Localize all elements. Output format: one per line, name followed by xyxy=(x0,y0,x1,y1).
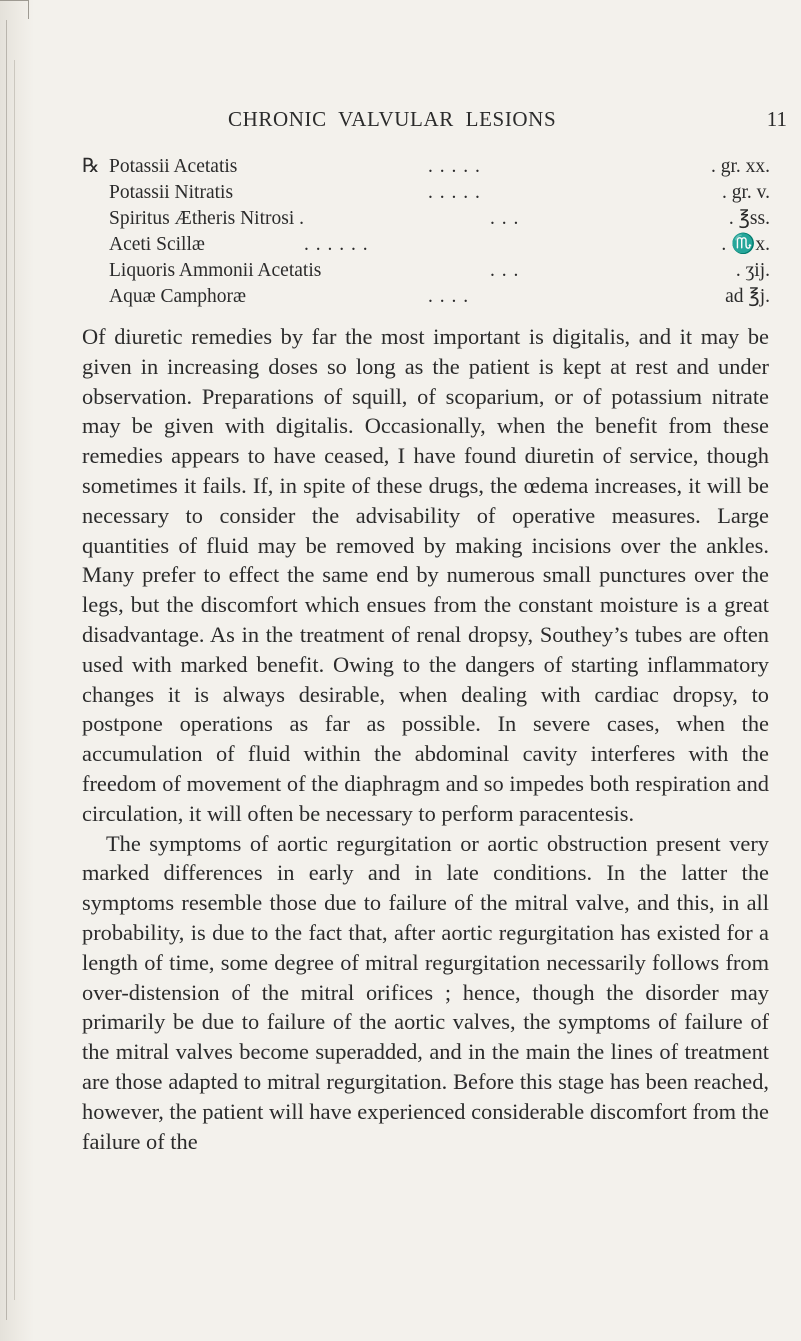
leader-dots: . . . xyxy=(490,260,520,281)
ingredient-name: Spiritus Ætheris Nitrosi . xyxy=(109,208,305,229)
prescription-row xyxy=(82,154,782,180)
leader-dots: . . . xyxy=(490,208,520,229)
page-corner-mark xyxy=(0,0,29,19)
prescription-row xyxy=(82,206,782,232)
leader-dots: . . . . . xyxy=(428,182,481,203)
ingredient-dose: . gr. v. xyxy=(721,182,770,203)
prescription-row xyxy=(82,180,782,206)
running-head xyxy=(100,107,790,137)
prescription-block xyxy=(82,154,782,310)
rx-symbol: ℞ xyxy=(82,156,100,177)
ingredient-dose: ad ℥j. xyxy=(725,286,770,307)
prescription-row xyxy=(82,232,782,258)
leader-dots: . . . . xyxy=(428,286,470,307)
ingredient-dose: . ʒij. xyxy=(735,260,770,281)
body-text xyxy=(82,322,769,1156)
page-edge-line-inner xyxy=(14,60,15,1300)
leader-dots: . . . . . . xyxy=(304,234,369,255)
prescription-row xyxy=(82,284,782,310)
ingredient-dose: . gr. xx. xyxy=(710,156,770,177)
leader-dots: . . . . . xyxy=(428,156,481,177)
ingredient-name: Liquoris Ammonii Acetatis xyxy=(109,260,322,281)
paragraph: The symptoms of aortic regurgitation or aortic obstruction present very marked differences in early and in late conditions. In the latter the symptoms resemble those due to failure of the mitral valve, and this, in all probability, is due to the fact that, after aortic regurgitation has existed for a length of time, some degree of mitral regurgitation necessarily follows from over-distension of the mitral orifices ; hence, though the disorder may primarily be due to failure of the aortic valves, the symptoms of failure of the mitral valves become superadded, and in the main the lines of treatment are those adapted to mitral regurgitation. Before this stage has been reached, however, the patient will have experienced considerable discomfort from the failure of the xyxy=(82,830,769,1154)
ingredient-dose: . ♏x. xyxy=(721,234,770,255)
running-title: CHRONIC VALVULAR LESIONS xyxy=(228,107,557,131)
page-edge-line xyxy=(6,20,7,1320)
ingredient-name: Aceti Scillæ xyxy=(109,234,205,255)
page-number: 11 xyxy=(766,107,787,131)
prescription-row xyxy=(82,258,782,284)
ingredient-name: Potassii Nitratis xyxy=(109,182,234,203)
ingredient-name: Potassii Acetatis xyxy=(109,156,238,177)
paragraph: Of diuretic remedies by far the most important is digitalis, and it may be given in increasing doses so long as the patient is kept at rest and under observation. Preparations of squill, of scoparium, or of potassium nitrate may be given with digitalis. Occasionally, when the benefit from these remedies appears to have ceased, I have found diuretin of service, though sometimes it fails. If, in spite of these drugs, the œdema increases, it will be necessary to consider the advisability of operative measures. Large quantities of fluid may be removed by making incisions over the ankles. Many prefer to effect the same end by numerous small punctures over the legs, but the discomfort which ensues from the constant moisture is a great disadvantage. As in the treatment of renal dropsy, Southey’s tubes are often used with marked benefit. Owing to the dangers of starting inflammatory changes it is always desirable, when dealing with cardiac dropsy, to postpone operations as far as possible. In severe cases, when the accumulation of fluid within the abdominal cavity interferes with the freedom of movement of the diaphragm and so impedes both respiration and circulation, it will often be necessary to perform paracentesis. xyxy=(82,324,769,826)
ingredient-name: Aquæ Camphoræ xyxy=(109,286,247,307)
ingredient-dose: . ℥ss. xyxy=(728,208,770,229)
